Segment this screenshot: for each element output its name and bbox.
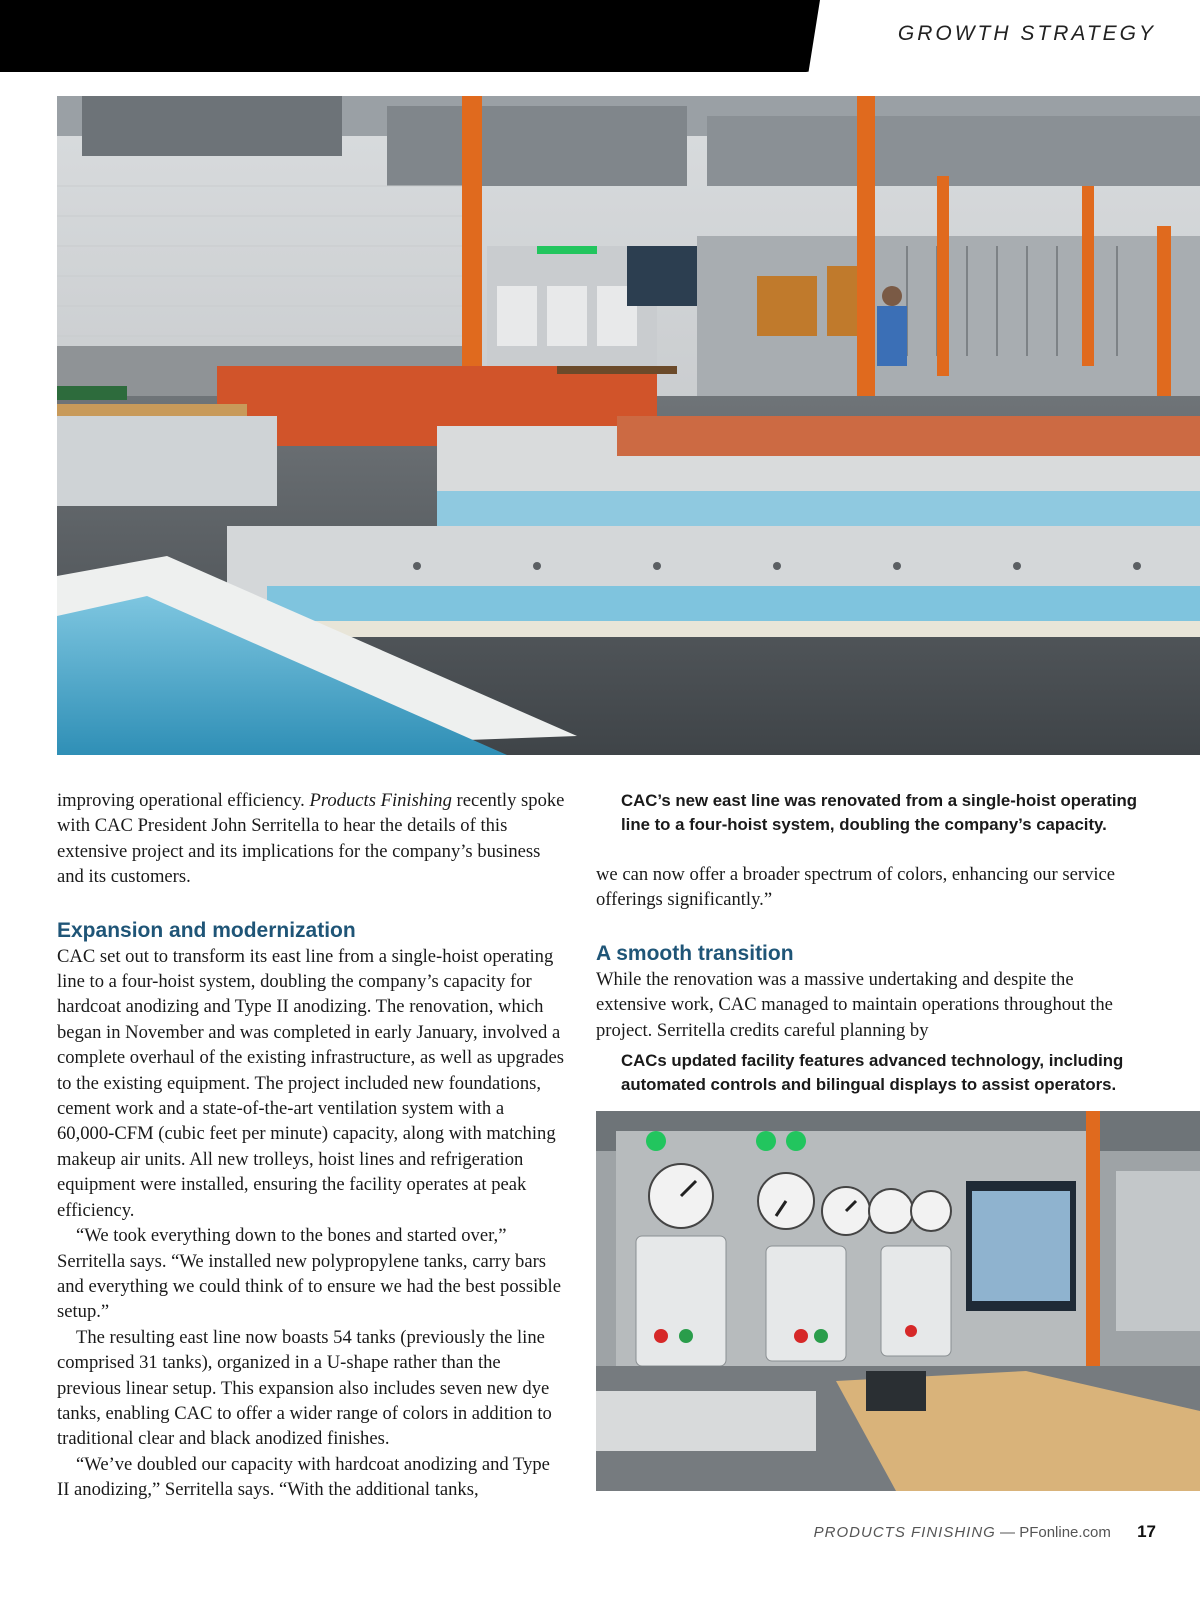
hero-photo-east-line — [57, 96, 1200, 755]
intro-text-end: recently spoke with CAC President John Serritella to hear the details of this extensive project and its implications for the company’s business and its customers. — [57, 790, 565, 888]
continuation-paragraph: we can now offer a broader spectrum of colors, enhancing our service offerings significantly.” — [596, 864, 1116, 911]
body-paragraph: “We took everything down to the bones and started over,” Serritella says. “We installed new polypropylene tanks, carry bars and everything we could think of to ensure we had the best possible setup.” — [57, 1225, 561, 1323]
body-paragraph: The resulting east line now boasts 54 tanks (previously the line comprised 31 tanks), organized in a U-shape rather than the previous linear setup. This expansion also includes seven new dye tanks, enabling CAC to offer a wider range of colors in addition to traditional clear and black anodized finishes. — [57, 1326, 552, 1450]
heading-expansion: Expansion and modernization — [57, 918, 356, 942]
header-black-bar — [0, 0, 820, 72]
page-footer — [814, 1522, 1156, 1542]
right-column — [596, 862, 1116, 1043]
controls-photo-illustration — [596, 1111, 1200, 1491]
controls-photo — [596, 1111, 1200, 1491]
hero-photo-caption: CAC’s new east line was renovated from a single-hoist operating line to a four-hoist system, doubling the company’s capacity. — [621, 791, 1137, 834]
footer-site-link[interactable]: PFonline.com — [1019, 1524, 1111, 1541]
body-paragraph: “We’ve doubled our capacity with hardcoat anodizing and Type II anodizing,” Serritella says. “With the additional tanks, — [57, 1453, 550, 1501]
intro-text-start: improving operational efficiency. — [57, 790, 310, 811]
intro-publication-name: Products Finishing — [309, 790, 452, 811]
body-paragraph: CAC set out to transform its east line from a single-hoist operating line to a four-hoist system, doubling the company’s capacity for hardcoat anodizing and Type II anodizing. The renovation, which began in November and was completed in early January, involved a complete overhaul of the existing infrastructure, as well as upgrades to the existing equipment. The project included new foundations, cement work and a state-of-the-art ventilation system with a 60,000-CFM (cubic feet per minute) capacity, along with matching makeup air units. All new trolleys, hoist lines and refrigeration equipment were installed, ensuring the facility operates at peak efficiency. — [57, 945, 565, 1221]
heading-smooth-transition: A smooth transition — [596, 941, 794, 965]
hero-photo-illustration — [57, 96, 1200, 755]
section-label: GROWTH STRATEGY — [897, 22, 1156, 45]
footer-separator: — — [1000, 1524, 1016, 1541]
body-paragraph: While the renovation was a massive undertaking and despite the extensive work, CAC managed to maintain operations throughout the project. Serritella credits careful planning by — [596, 968, 1113, 1041]
left-column — [57, 788, 565, 1503]
page-number: 17 — [1137, 1522, 1156, 1541]
intro-paragraph — [57, 788, 565, 890]
controls-photo-caption: CACs updated facility features advanced technology, including automated controls and bilingual displays to assist operators. — [621, 1051, 1124, 1094]
footer-publication: PRODUCTS FINISHING — [813, 1524, 996, 1541]
